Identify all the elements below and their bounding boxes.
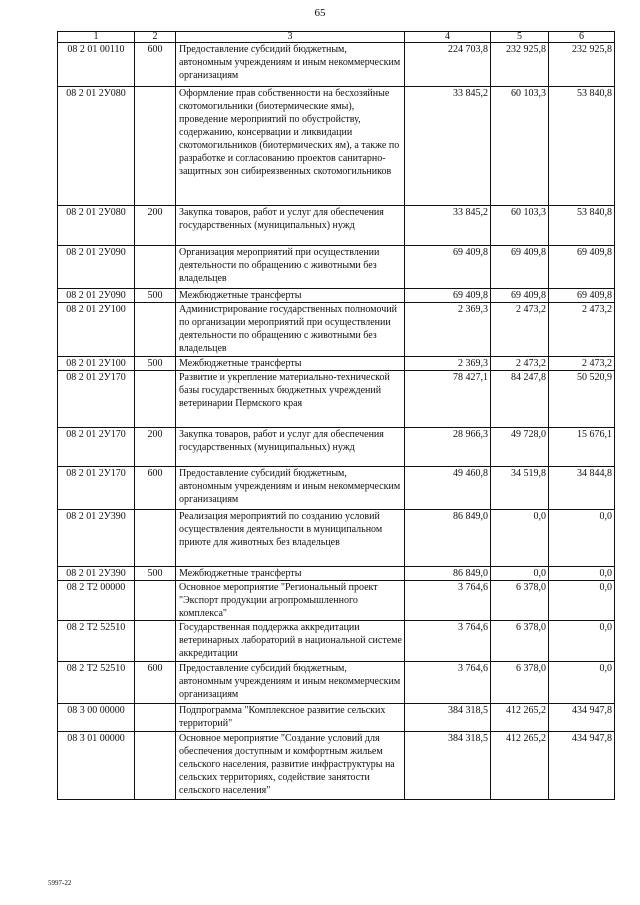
cell-amount-1: 33 845,2 [405, 87, 491, 206]
cell-amount-1: 86 849,0 [405, 510, 491, 567]
cell-code: 08 2 01 2У100 [58, 357, 135, 371]
table-row [58, 428, 615, 467]
cell-name: Межбюджетные трансферты [176, 357, 405, 371]
cell-expense-type [135, 510, 176, 567]
table-row [58, 371, 615, 428]
cell-amount-2: 6 378,0 [491, 662, 549, 704]
cell-name: Администрирование государственных полномочий по организации мероприятий при осуществлении деятельности по обращению с животными без владельцев [176, 303, 405, 357]
cell-expense-type [135, 704, 176, 732]
table-row [58, 43, 615, 87]
cell-amount-2: 49 728,0 [491, 428, 549, 467]
cell-code: 08 2 01 2У100 [58, 303, 135, 357]
cell-amount-2: 6 378,0 [491, 621, 549, 662]
table-header [58, 32, 615, 43]
table-row [58, 621, 615, 662]
cell-name: Закупка товаров, работ и услуг для обеспечения государственных (муниципальных) нужд [176, 206, 405, 246]
cell-expense-type: 600 [135, 43, 176, 87]
cell-amount-3: 232 925,8 [549, 43, 615, 87]
cell-expense-type [135, 303, 176, 357]
cell-amount-2: 0,0 [491, 510, 549, 567]
table-row [58, 704, 615, 732]
cell-name: Межбюджетные трансферты [176, 567, 405, 581]
cell-code: 08 2 01 2У090 [58, 246, 135, 289]
header-col-1: 1 [58, 32, 135, 43]
table-row [58, 246, 615, 289]
cell-amount-3: 0,0 [549, 581, 615, 621]
cell-amount-3: 50 520,9 [549, 371, 615, 428]
page-number: 65 [314, 7, 326, 19]
cell-code: 08 3 01 00000 [58, 732, 135, 800]
footer-code: 5997-22 [48, 879, 72, 887]
table-row [58, 206, 615, 246]
cell-expense-type: 500 [135, 289, 176, 303]
budget-table [57, 31, 615, 800]
cell-amount-2: 2 473,2 [491, 303, 549, 357]
cell-amount-1: 384 318,5 [405, 732, 491, 800]
cell-expense-type: 500 [135, 357, 176, 371]
cell-code: 08 2 Т2 52510 [58, 662, 135, 704]
header-col-5: 5 [491, 32, 549, 43]
cell-code: 08 2 Т2 52510 [58, 621, 135, 662]
cell-expense-type [135, 621, 176, 662]
cell-name: Подпрограмма "Комплексное развитие сельских территорий" [176, 704, 405, 732]
table-row [58, 467, 615, 510]
cell-amount-3: 434 947,8 [549, 732, 615, 800]
cell-amount-1: 3 764,6 [405, 581, 491, 621]
cell-amount-2: 34 519,8 [491, 467, 549, 510]
cell-amount-2: 232 925,8 [491, 43, 549, 87]
table-row [58, 567, 615, 581]
cell-code: 08 2 01 2У170 [58, 371, 135, 428]
cell-amount-2: 0,0 [491, 567, 549, 581]
cell-name: Оформление прав собственности на бесхозяйные скотомогильники (биотермические ямы), проведение мероприятий по обустройству, содержанию, консервации и ликвидации скотомогильников (биотермических ям), а также по разработке и согласованию проектов санитарно-защитных зон сибиреязвенных скотомогильников [176, 87, 405, 206]
cell-name: Межбюджетные трансферты [176, 289, 405, 303]
table-row [58, 510, 615, 567]
cell-code: 08 2 01 2У170 [58, 428, 135, 467]
cell-amount-1: 86 849,0 [405, 567, 491, 581]
cell-amount-1: 2 369,3 [405, 303, 491, 357]
table-row [58, 357, 615, 371]
cell-amount-1: 3 764,6 [405, 662, 491, 704]
cell-amount-2: 60 103,3 [491, 206, 549, 246]
cell-amount-1: 2 369,3 [405, 357, 491, 371]
cell-code: 08 2 01 2У080 [58, 87, 135, 206]
cell-amount-3: 0,0 [549, 621, 615, 662]
cell-code: 08 2 01 2У390 [58, 567, 135, 581]
cell-amount-3: 0,0 [549, 662, 615, 704]
header-col-2: 2 [135, 32, 176, 43]
cell-amount-2: 412 265,2 [491, 704, 549, 732]
cell-expense-type [135, 87, 176, 206]
header-col-6: 6 [549, 32, 615, 43]
cell-name: Предоставление субсидий бюджетным, автономным учреждениям и иным некоммерческим организациям [176, 662, 405, 704]
cell-amount-3: 34 844,8 [549, 467, 615, 510]
cell-expense-type: 500 [135, 567, 176, 581]
cell-amount-1: 49 460,8 [405, 467, 491, 510]
cell-expense-type: 600 [135, 662, 176, 704]
cell-amount-2: 60 103,3 [491, 87, 549, 206]
cell-amount-1: 69 409,8 [405, 289, 491, 303]
cell-amount-2: 412 265,2 [491, 732, 549, 800]
header-col-3: 3 [176, 32, 405, 43]
table-row [58, 732, 615, 800]
cell-amount-1: 69 409,8 [405, 246, 491, 289]
cell-name: Закупка товаров, работ и услуг для обеспечения государственных (муниципальных) нужд [176, 428, 405, 467]
cell-amount-3: 15 676,1 [549, 428, 615, 467]
cell-code: 08 2 01 2У080 [58, 206, 135, 246]
cell-name: Предоставление субсидий бюджетным, автономным учреждениям и иным некоммерческим организациям [176, 467, 405, 510]
cell-code: 08 3 00 00000 [58, 704, 135, 732]
cell-amount-3: 53 840,8 [549, 87, 615, 206]
cell-amount-2: 84 247,8 [491, 371, 549, 428]
cell-amount-2: 69 409,8 [491, 289, 549, 303]
cell-expense-type: 200 [135, 206, 176, 246]
cell-code: 08 2 01 2У170 [58, 467, 135, 510]
table-row [58, 289, 615, 303]
cell-amount-2: 69 409,8 [491, 246, 549, 289]
table-row [58, 662, 615, 704]
cell-expense-type: 200 [135, 428, 176, 467]
cell-amount-1: 33 845,2 [405, 206, 491, 246]
cell-name: Организация мероприятий при осуществлении деятельности по обращению с животными без владельцев [176, 246, 405, 289]
cell-name: Основное мероприятие "Создание условий для обеспечения доступным и комфортным жильем сельского населения, развитие инфраструктуры на сельских территориях, содействие занятости сельского населения" [176, 732, 405, 800]
cell-expense-type [135, 581, 176, 621]
cell-amount-3: 53 840,8 [549, 206, 615, 246]
header-col-4: 4 [405, 32, 491, 43]
cell-expense-type: 600 [135, 467, 176, 510]
cell-code: 08 2 01 2У390 [58, 510, 135, 567]
cell-amount-3: 69 409,8 [549, 246, 615, 289]
cell-amount-3: 434 947,8 [549, 704, 615, 732]
table-row [58, 87, 615, 206]
cell-amount-3: 2 473,2 [549, 303, 615, 357]
table-body [58, 43, 615, 800]
cell-amount-3: 0,0 [549, 510, 615, 567]
cell-amount-1: 28 966,3 [405, 428, 491, 467]
cell-amount-2: 2 473,2 [491, 357, 549, 371]
cell-amount-1: 224 703,8 [405, 43, 491, 87]
table-row [58, 303, 615, 357]
cell-amount-1: 384 318,5 [405, 704, 491, 732]
cell-name: Предоставление субсидий бюджетным, автономным учреждениям и иным некоммерческим организациям [176, 43, 405, 87]
cell-name: Реализация мероприятий по созданию условий осуществления деятельности в муниципальном приюте для животных без владельцев [176, 510, 405, 567]
cell-name: Основное мероприятие "Региональный проект "Экспорт продукции агропромышленного комплекса" [176, 581, 405, 621]
cell-code: 08 2 01 00110 [58, 43, 135, 87]
cell-expense-type [135, 732, 176, 800]
cell-name: Государственная поддержка аккредитации ветеринарных лабораторий в национальной системе аккредитации [176, 621, 405, 662]
cell-expense-type [135, 246, 176, 289]
cell-name: Развитие и укрепление материально-технической базы государственных бюджетных учреждений ветеринарии Пермского края [176, 371, 405, 428]
cell-code: 08 2 Т2 00000 [58, 581, 135, 621]
cell-amount-3: 2 473,2 [549, 357, 615, 371]
cell-amount-3: 0,0 [549, 567, 615, 581]
cell-code: 08 2 01 2У090 [58, 289, 135, 303]
cell-amount-1: 3 764,6 [405, 621, 491, 662]
cell-amount-3: 69 409,8 [549, 289, 615, 303]
cell-amount-1: 78 427,1 [405, 371, 491, 428]
table-row [58, 581, 615, 621]
cell-expense-type [135, 371, 176, 428]
table-header-row [58, 32, 615, 43]
cell-amount-2: 6 378,0 [491, 581, 549, 621]
